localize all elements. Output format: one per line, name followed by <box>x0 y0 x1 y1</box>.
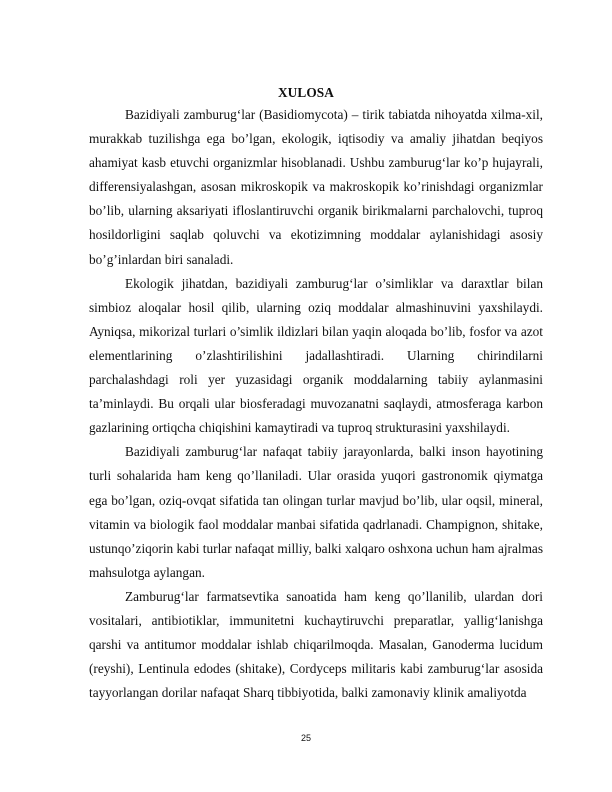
paragraph: Ekologik jihatdan, bazidiyali zamburug‘lar o’simliklar va daraxtlar bilan simbioz aloqalar hosil qilib, ularning oziq moddalar almashinuvini yaxshilaydi. Ayniqsa, mikorizal turlari o’simlik ildizlari bilan yaqin aloqada bo’lib, fosfor va azot elementlarining o’zlashtirilishini jadallashtiradi. Ularning chirindilarni parchalashdagi roli yer yuzasidagi organik moddalarning tabiiy aylanmasini ta’minlaydi. Bu orqali ular biosferadagi muvozanatni saqlaydi, atmosferaga karbon gazlarining ortiqcha chiqishini kamaytiradi va tuproq strukturasini yaxshilaydi. <box>89 275 543 436</box>
paragraph: Zamburug‘lar farmatsevtika sanoatida ham keng qo’llanilib, ulardan dori vositalari, antibiotiklar, immunitetni kuchaytiruvchi preparatlar, yallig‘lanishga qarshi va antitumor moddalar ishlab chiqarilmoqda. Masalan, Ganoderma lucidum (reyshi), Lentinula edodes (shitake), Cordyceps militaris kabi zamburug‘lar asosida tayyorlangan dorilar nafaqat Sharq tibbiyotida, balki zamonaviy klinik amaliyotda <box>89 588 543 701</box>
paragraph: Bazidiyali zamburug‘lar (Basidiomycota) – tirik tabiatda nihoyatda xilma-xil, murakkab tuzilishga ega bo’lgan, ekologik, iqtisodiy va amaliy jihatdan beqiyos ahamiyat kasb etuvchi organizmlar hisoblanadi. Ushbu zamburug‘lar ko’p hujayrali, differensiyalashgan, asosan mikroskopik va makroskopik ko’rinishdagi organizmlar bo’lib, ularning aksariyati ifloslantiruvchi organik birikmalarni parchalovchi, tuproq hosildorligini saqlab qoluvchi va ekotizimning moddalar aylanishidagi asosiy bo’g’inlardan biri sanaladi. <box>89 107 543 267</box>
paragraph: Bazidiyali zamburug‘lar nafaqat tabiiy jarayonlarda, balki inson hayotining turli sohalarida ham keng qo’llaniladi. Ular orasida yuqori gastronomik qiymatga ega bo’lgan, oziq-ovqat sifatida tan olingan turlar mavjud bo’lib, ular oqsil, mineral, vitamin va biologik faol moddalar manbai sifatida qadrlanadi. Champignon, shitake, ustunqo’ziqorin kabi turlar nafaqat milliy, balki xalqaro oshxona uchun ham ajralmas mahsulotga aylangan. <box>89 444 543 580</box>
page-number: 25 <box>300 733 311 743</box>
section-heading: XULOSA <box>277 85 334 100</box>
body-text <box>89 103 543 705</box>
